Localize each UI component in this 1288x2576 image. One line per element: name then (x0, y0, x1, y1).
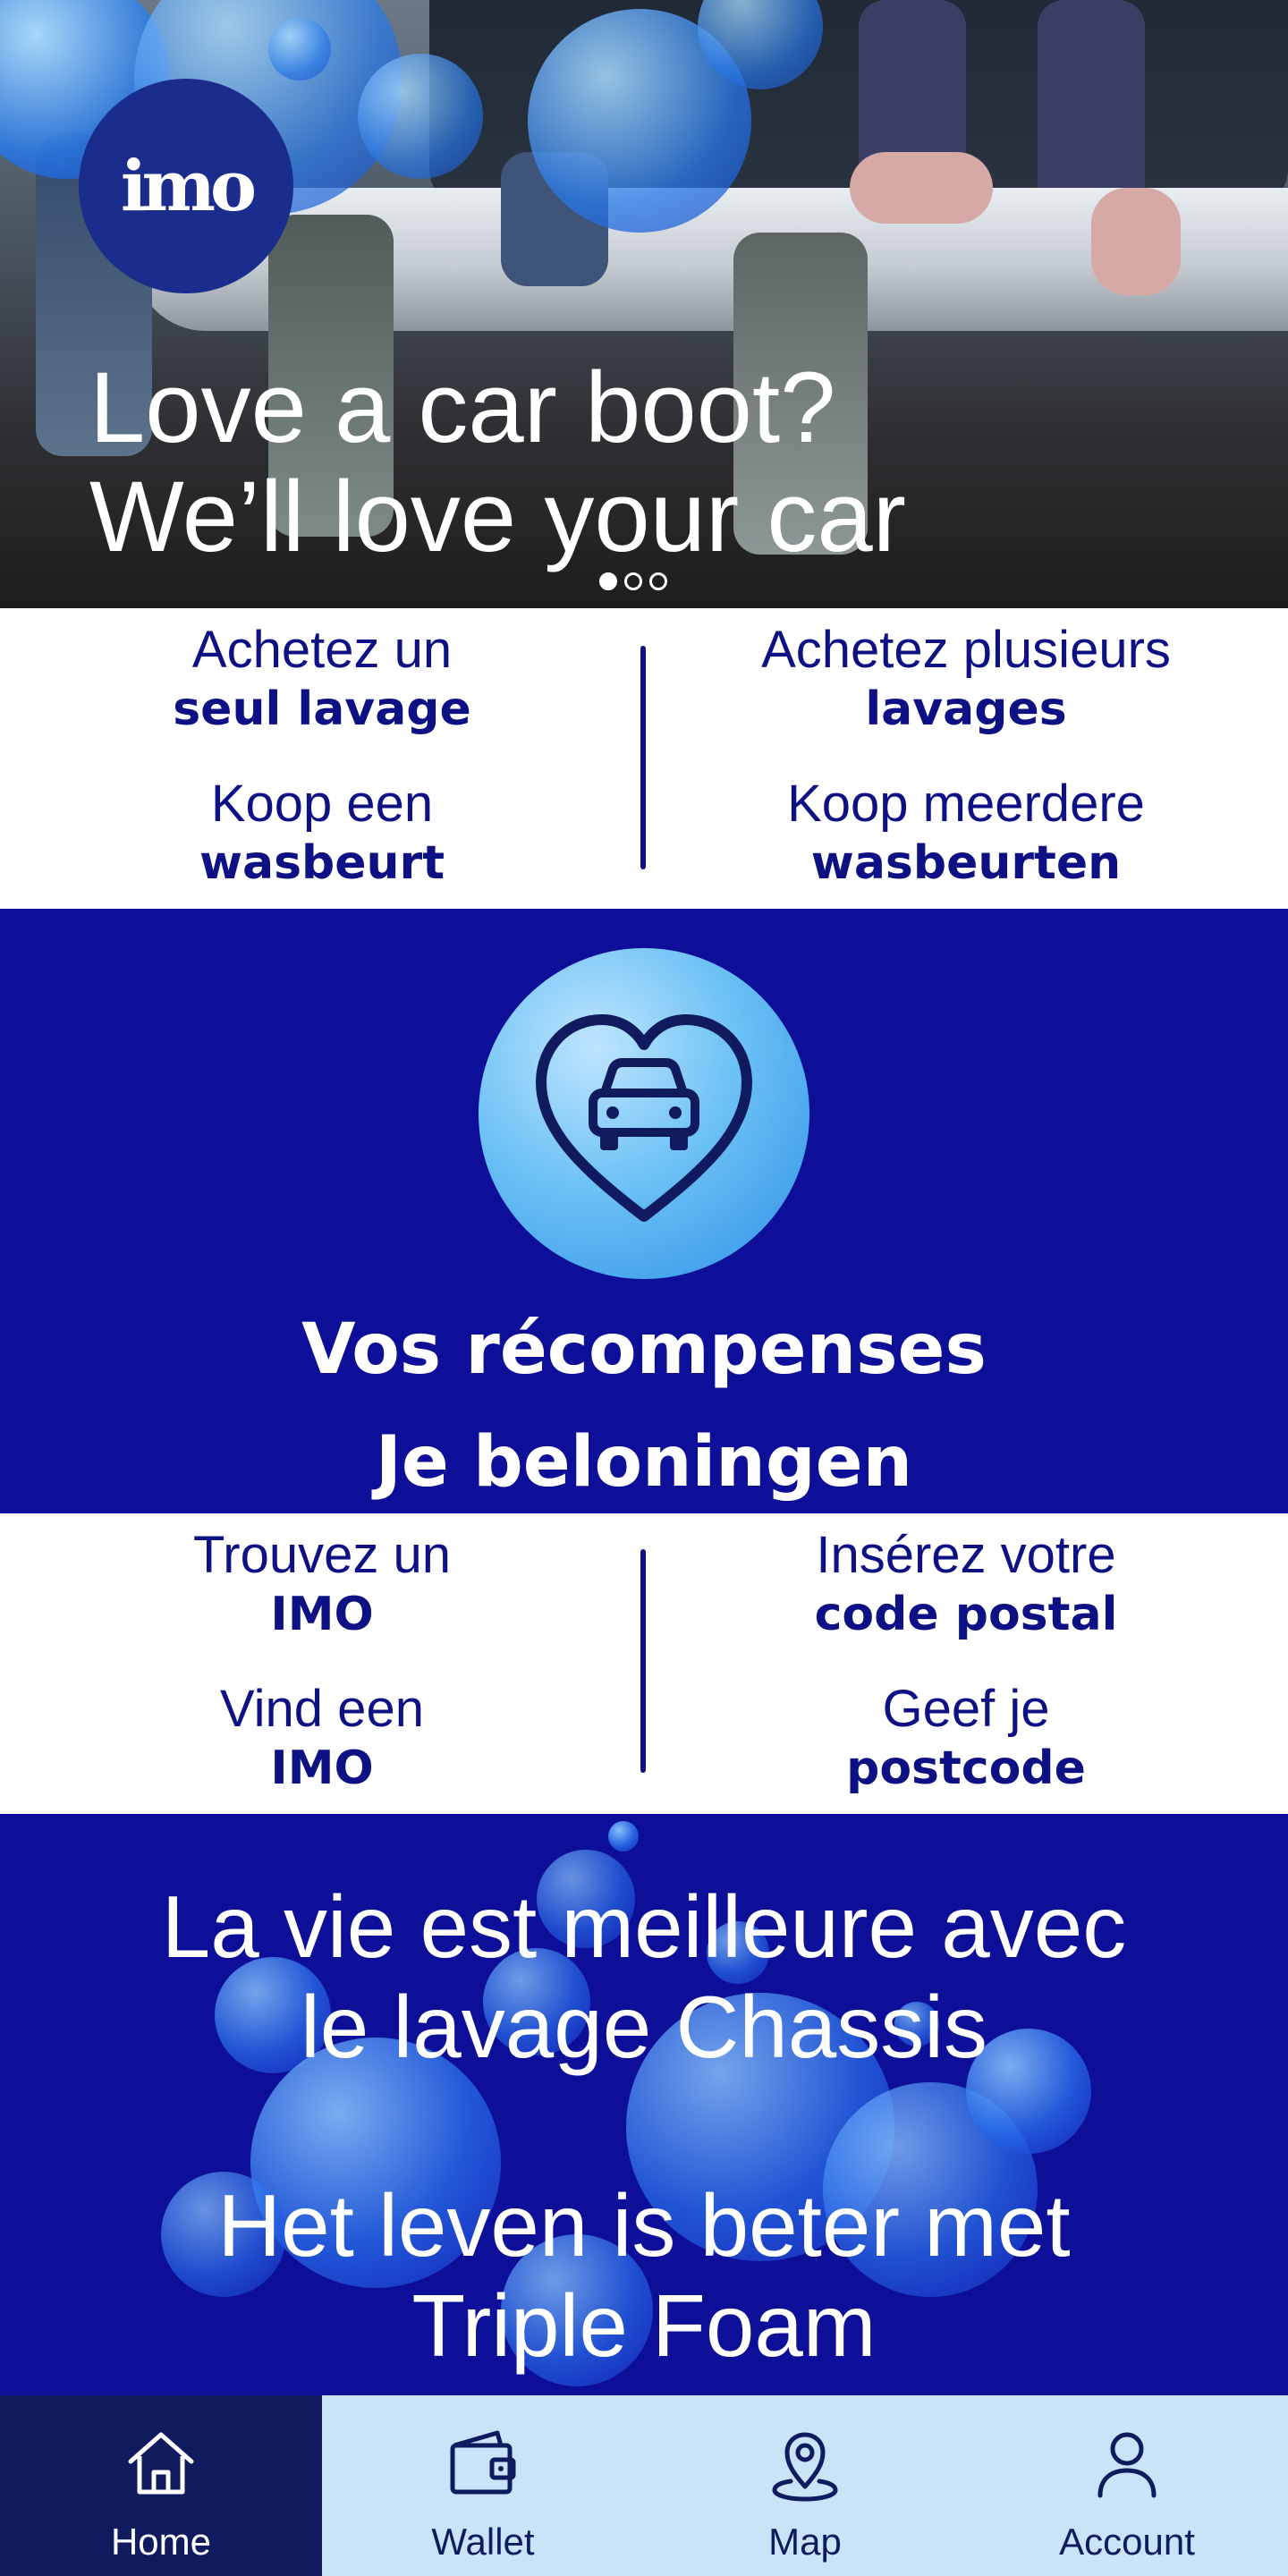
buy-single-nl-light: Koop een (210, 775, 434, 833)
hero-banner[interactable] (0, 0, 1288, 608)
carousel-indicator (599, 572, 667, 590)
rewards-banner[interactable] (0, 909, 1288, 1513)
nav-account[interactable] (966, 2395, 1288, 2576)
find-imo-fr-bold: IMO (270, 1588, 374, 1641)
find-imo-nl-bold: IMO (270, 1741, 374, 1795)
find-imo-button[interactable] (0, 1513, 644, 1814)
postcode-fr-light: Insérez votre (816, 1526, 1116, 1584)
find-imo-nl-light: Vind een (220, 1680, 424, 1738)
nav-wallet[interactable] (322, 2395, 644, 2576)
promo-fr-line1: La vie est meilleure avec (161, 1877, 1127, 1976)
postcode-fr-bold: code postal (814, 1588, 1118, 1641)
hero-bubble (358, 54, 483, 179)
nav-map[interactable] (644, 2395, 966, 2576)
buy-multiple-washes-button[interactable] (644, 608, 1288, 909)
account-icon (1086, 2422, 1168, 2504)
carousel-dot-2[interactable] (624, 572, 642, 590)
home-icon (120, 2422, 202, 2504)
promo-banner[interactable] (0, 1814, 1288, 2395)
hero-title-line1: Love a car boot? (89, 352, 836, 463)
hero-photo-detail (850, 152, 993, 224)
imo-logo (79, 79, 293, 293)
hero-title-line2: We’ll love your car (89, 461, 906, 572)
buy-multiple-fr-bold: lavages (865, 682, 1067, 736)
promo-fr-line2: le lavage Chassis (300, 1978, 988, 2076)
buy-single-fr-bold: seul lavage (173, 682, 471, 736)
buy-multiple-nl-bold: wasbeurten (810, 836, 1122, 890)
rewards-title-nl: Je beloningen (375, 1422, 913, 1503)
nav-wallet-label: Wallet (431, 2521, 535, 2563)
locator-section (0, 1513, 1288, 1814)
bottom-navigation (0, 2395, 1288, 2576)
purchase-section (0, 608, 1288, 909)
postcode-nl-light: Geef je (882, 1680, 1050, 1738)
promo-nl-line2: Triple Foam (411, 2276, 877, 2375)
buy-multiple-fr-light: Achetez plusieurs (761, 621, 1171, 679)
nav-home[interactable] (0, 2395, 322, 2576)
buy-multiple-nl-light: Koop meerdere (787, 775, 1145, 833)
carousel-dot-3[interactable] (649, 572, 667, 590)
promo-text (0, 1877, 1288, 2376)
heart-car-icon (479, 948, 809, 1279)
promo-bubble (608, 1821, 639, 1852)
nav-home-label: Home (110, 2521, 212, 2563)
rewards-title (0, 1293, 1288, 1519)
buy-single-fr-light: Achetez un (191, 621, 453, 679)
promo-nl-line1: Het leven is beter met (217, 2176, 1071, 2275)
buy-single-nl-bold: wasbeurt (199, 836, 445, 890)
wallet-icon (442, 2422, 524, 2504)
nav-map-label: Map (768, 2521, 842, 2563)
map-pin-icon (764, 2422, 846, 2504)
carousel-dot-1[interactable] (599, 572, 617, 590)
hero-photo-detail (1091, 188, 1181, 295)
hero-bubble (268, 18, 331, 80)
enter-postcode-button[interactable] (644, 1513, 1288, 1814)
nav-account-label: Account (1059, 2521, 1195, 2563)
rewards-title-fr: Vos récompenses (301, 1309, 987, 1390)
logo-text: imo (120, 145, 252, 227)
hero-title (89, 353, 1252, 572)
buy-single-wash-button[interactable] (0, 608, 644, 909)
postcode-nl-bold: postcode (846, 1741, 1086, 1795)
find-imo-fr-light: Trouvez un (193, 1526, 451, 1584)
